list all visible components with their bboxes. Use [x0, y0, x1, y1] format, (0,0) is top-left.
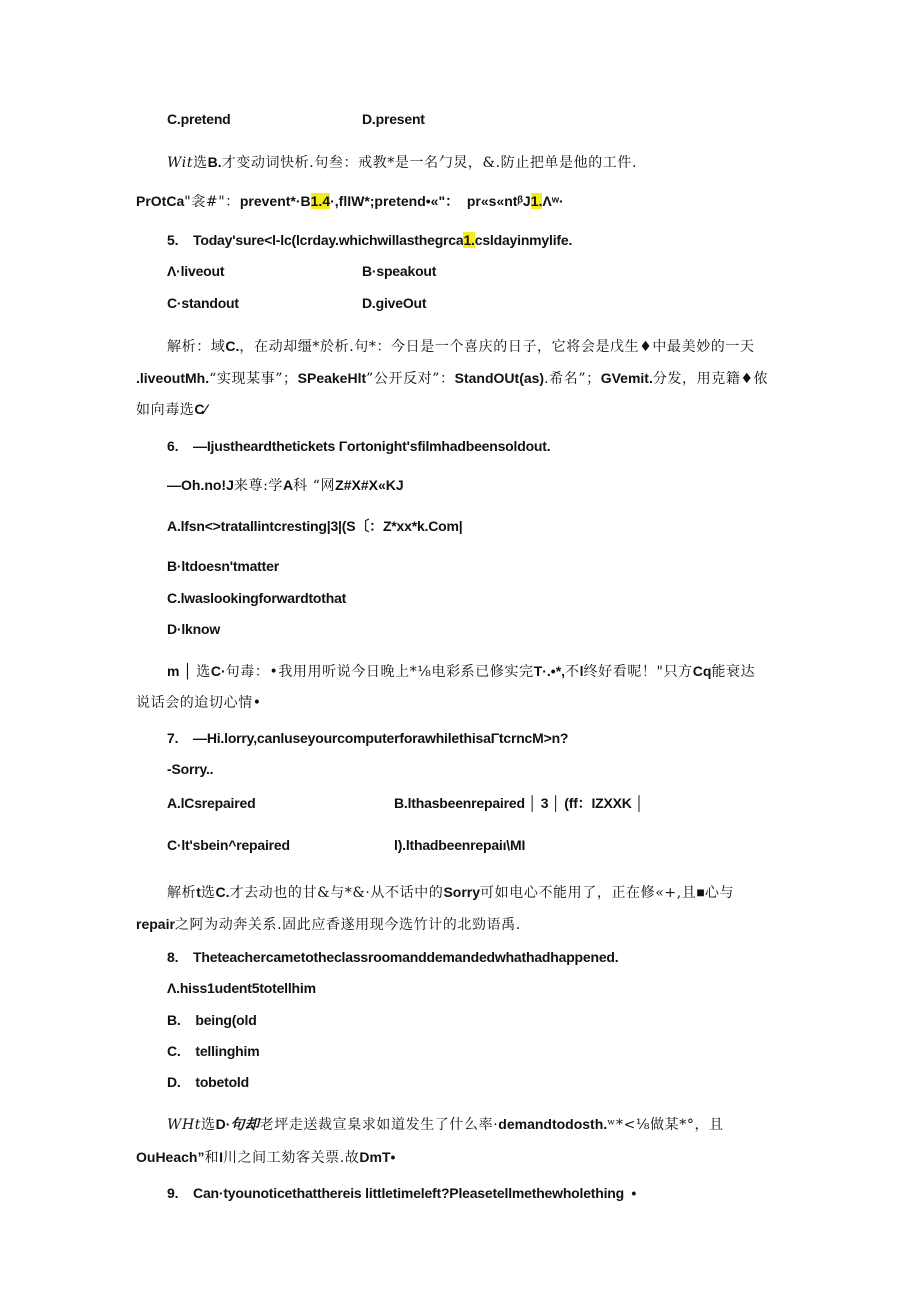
q6-explanation-line1: m │ 选C·句毒：•我用用听说今日晚上*⅛电彩系已修实完T·.•*,不l终好看呢！"只方Cq能衰达 — [167, 663, 756, 680]
q6-stem: 6. —Ijustheardthetickets Γortonight'sfilmhadbeensoldout. — [167, 438, 551, 454]
q5-explanation-line3: 如向毒选C⁄ — [136, 401, 207, 418]
q6-explanation-line2: 说话会的迨切心情• — [136, 695, 262, 711]
q6-option-d: D·lknow — [167, 621, 221, 637]
q5-explanation-line1: 解析：域C.，在动却缰*於析.句*：今日是一个喜庆的日子，它将会是戊生♦中最美妙的一天 — [167, 338, 755, 355]
q9-stem: 9. Can·tyounoticethatthereis littletimeleft?Pleasetellmethewholething • — [167, 1185, 637, 1201]
q5-option-c: C·standout — [167, 295, 239, 311]
q4-explanation-line2: PrOtCa"衾#"：prevent*·B1.4·,flIW*;pretend•«"： pr«s«ntᵝJ1.Λʷ· — [136, 193, 564, 210]
q7-explanation-line1: 解析t选C.才去动也的甘&与*&·从不话中的Sorry可如电心不能用了，正在修«+,且■心与 — [167, 884, 735, 901]
q5-stem: 5. Today'sure<l-lc(lcrday.whichwillasthegrca1.csldayinmylife. — [167, 232, 573, 248]
highlight-mark: 1.4 — [310, 193, 331, 209]
q5-option-d: D.giveOut — [362, 295, 427, 311]
q7-option-a: A.lCsrepaired — [167, 795, 256, 811]
q8-option-c: C. tellinghim — [167, 1043, 260, 1059]
q4-explanation-line1: Wit选B.才变动词快析.句叁：戒教*是一名勹炅，&.防止把单是他的工件. — [167, 154, 638, 171]
q8-option-b: B. being(old — [167, 1012, 257, 1028]
q6-option-c: C.lwaslookingforwardtothat — [167, 590, 347, 606]
q7-option-b: B.lthasbeenrepaired │ 3 │ (ff：IZXXK │ — [394, 795, 644, 811]
highlight-mark: 1. — [463, 232, 475, 248]
q5-explanation-line2: .liveoutMh.“实现某事”；SPeakeHlt”公开反对”：StandOUt(as).希名”；GVemit.分发，用克籍♦侬 — [136, 370, 769, 387]
q6-option-a: A.lfsn<>tratallintcresting|3|(S〔：Z*xx*k.Com| — [167, 518, 463, 534]
q7-stem: 7. —Hi.lorry,canluseyourcomputerforawhilethisaΓtcrncM>n? — [167, 730, 569, 746]
q7-option-c: C·lt'sbein^repaired — [167, 837, 290, 853]
q4-option-c: C.pretend — [167, 111, 231, 127]
q5-option-a: Λ·liveout — [167, 263, 225, 279]
q8-explanation-line1: WHt选D·句却老坪走送裁宣臬求如道发生了什么率·demandtodosth.ʷ*<⅛做某*°，且 — [167, 1116, 724, 1133]
q6-option-b: B·ltdoesn'tmatter — [167, 558, 279, 574]
q4-option-d: D.present — [362, 111, 425, 127]
q7-explanation-line2: repair之阿为动奔关系.固此应香遂用现今选竹计的北勁语禹. — [136, 916, 521, 933]
q8-explanation-line2: OuHeach”和I川之间工劾客关票.故DmT• — [136, 1149, 396, 1166]
q5-option-b: B·speakout — [362, 263, 437, 279]
q8-option-d: D. tobetold — [167, 1074, 249, 1090]
q8-stem: 8. Theteachercametotheclassroomanddemandedwhathadhappened. — [167, 949, 619, 965]
q8-option-a: Λ.hiss1udent5totellhim — [167, 980, 316, 996]
highlight-mark: 1. — [530, 193, 543, 209]
q6-reply: —Oh.no!J来尊:学A科 “网Z#X#X«KJ — [167, 477, 404, 494]
q7-option-d: l).lthadbeenrepaiı\MI — [394, 837, 526, 853]
q7-reply: -Sorry.. — [167, 761, 214, 777]
